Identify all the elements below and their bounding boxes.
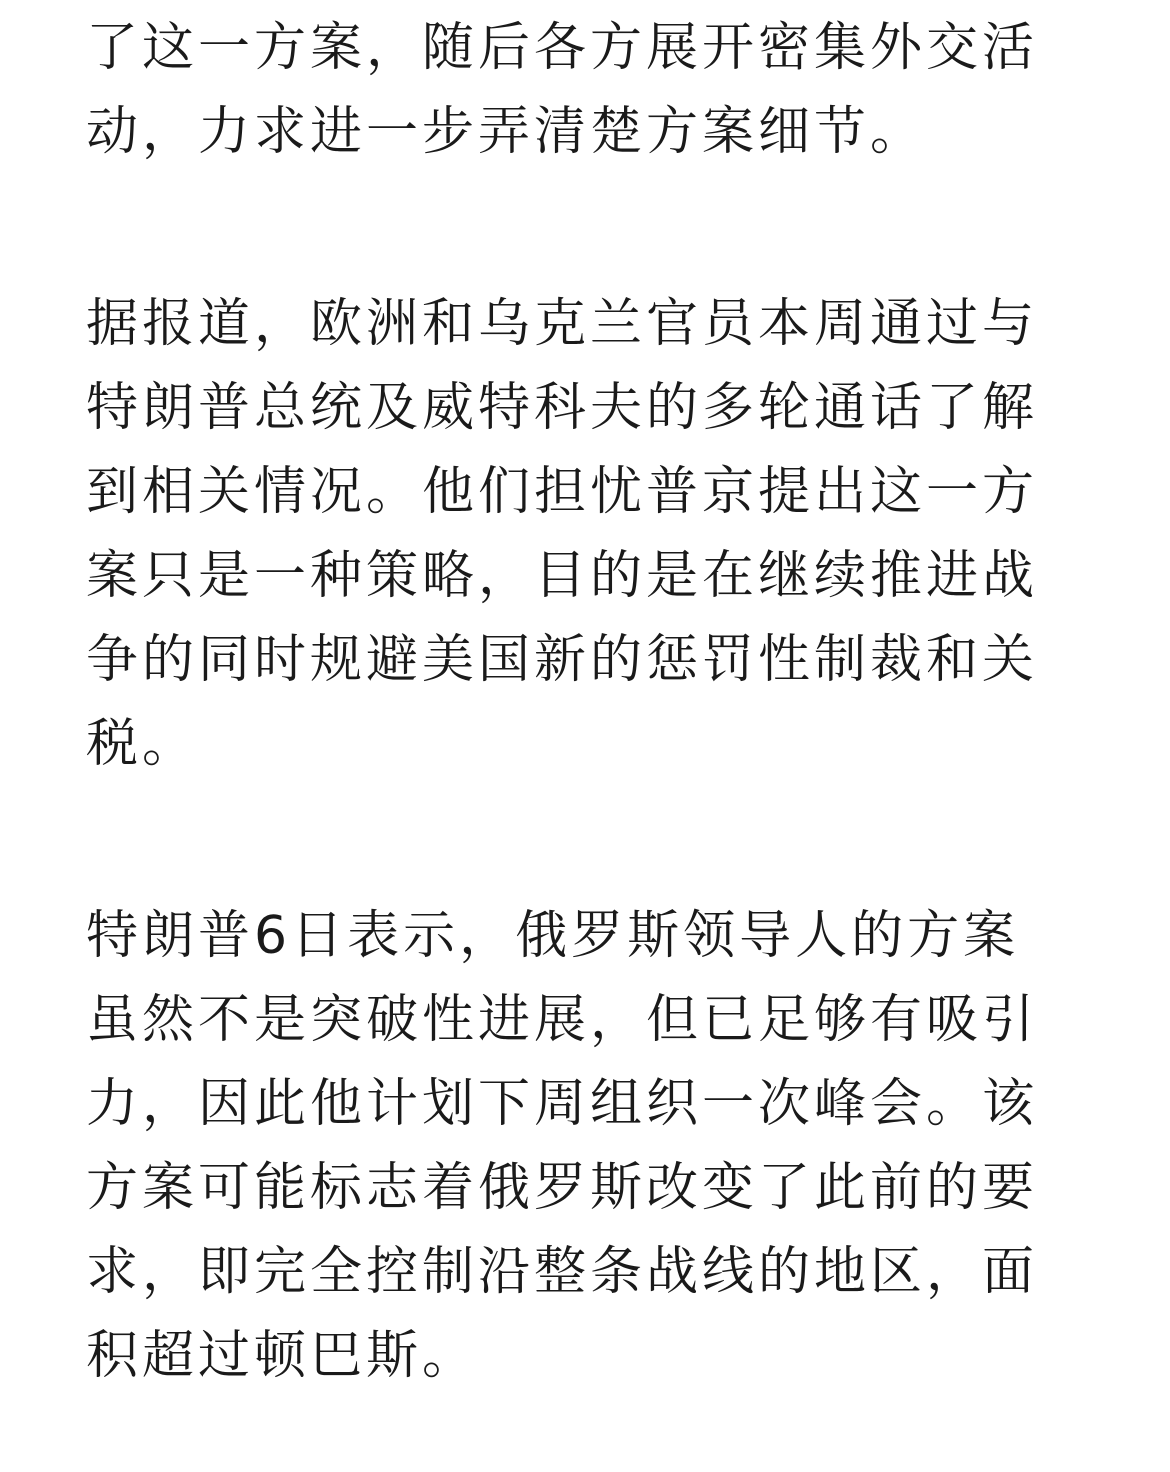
text-line: 力，因此他计划下周组织一次峰会。该 bbox=[86, 1074, 1039, 1134]
text-line: 求，即完全控制沿整条战线的地区，面 bbox=[86, 1242, 1039, 1302]
text-line: 虽然不是突破性进展，但已足够有吸引 bbox=[86, 990, 1039, 1050]
article-body bbox=[86, 0, 1086, 1398]
paragraph-3 bbox=[86, 894, 1086, 1398]
text-line: 争的同时规避美国新的惩罚性制裁和关 bbox=[86, 630, 1039, 690]
text-line: 税。 bbox=[86, 714, 199, 774]
paragraph-2 bbox=[86, 282, 1086, 786]
text-line: 特朗普总统及威特科夫的多轮通话了解 bbox=[86, 378, 1039, 438]
text-line: 到相关情况。他们担忧普京提出这一方 bbox=[86, 462, 1039, 522]
paragraph-1 bbox=[86, 6, 1086, 174]
text-line: 据报道，欧洲和乌克兰官员本周通过与 bbox=[86, 294, 1039, 354]
text-line: 方案可能标志着俄罗斯改变了此前的要 bbox=[86, 1158, 1039, 1218]
text-line: 特朗普6日表示，俄罗斯领导人的方案 bbox=[86, 906, 1020, 966]
text-line: 积超过顿巴斯。 bbox=[86, 1326, 479, 1386]
text-line: 案只是一种策略，目的是在继续推进战 bbox=[86, 546, 1039, 606]
text-line: 了这一方案，随后各方展开密集外交活 bbox=[86, 18, 1039, 78]
text-line: 动，力求进一步弄清楚方案细节。 bbox=[86, 102, 927, 162]
